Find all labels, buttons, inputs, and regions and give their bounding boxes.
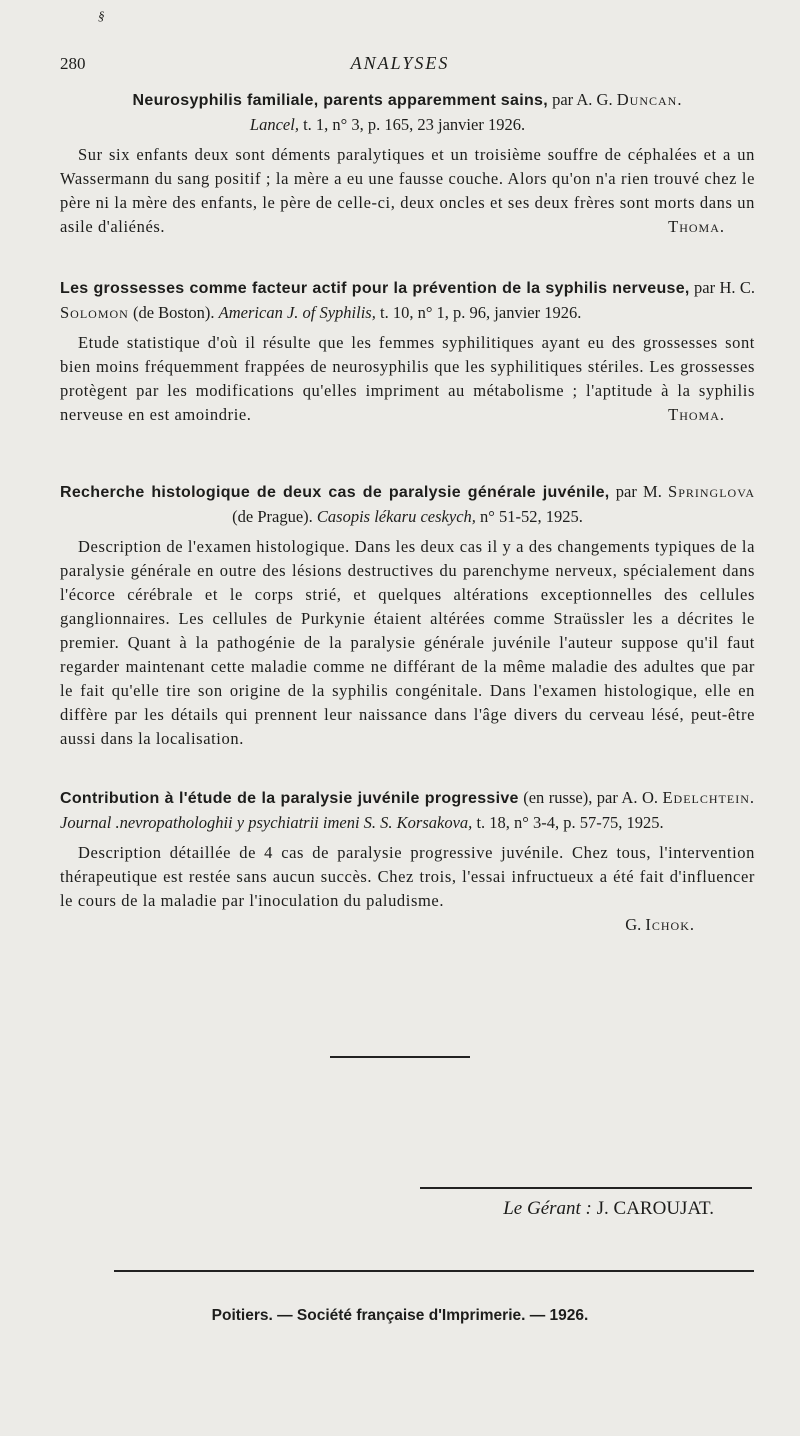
article-title: Contribution à l'étude de la paralysie juvénile progressive <box>60 790 519 807</box>
article-ref-mid: (de Prague). <box>232 507 317 526</box>
article-ref: par M. <box>609 482 669 501</box>
signature: Thoma. <box>668 405 725 424</box>
article-body <box>60 331 755 427</box>
signature: Thoma. <box>668 217 725 236</box>
article-title: Neurosyphilis familiale, parents apparemment sains, <box>132 92 548 109</box>
margin-mark: § <box>98 8 105 23</box>
article-author: Duncan. <box>616 90 683 109</box>
article-body-text: Sur six enfants deux sont déments paralytiques et un troisième souffre de céphalées et a un Wassermann du sang positif ; la mère a eu une fausse couche. Alors qu'on n'a rien trouvé chez le père ni la mère des enfants, le père de celle-ci, deux oncles et ses deux frères sont morts dans un asile d'aliénés. <box>60 145 755 236</box>
article-heading <box>60 88 755 137</box>
article-ref: par H. C. <box>689 278 755 297</box>
article-heading <box>60 480 755 529</box>
signature <box>60 913 755 937</box>
article-ref-mid: (de Boston). <box>128 303 219 322</box>
article-ref-tail: t. 1, n° 3, p. 165, 23 janvier 1926. <box>298 115 526 134</box>
signature-name: Ichok. <box>645 915 695 934</box>
article-ref: (en russe), par A. O. <box>518 788 663 807</box>
article-heading <box>60 786 755 835</box>
gerant-label: Le Gérant : <box>503 1198 592 1219</box>
signature-initial: G. <box>625 915 646 934</box>
section-divider <box>330 1056 470 1058</box>
article-author: Edelchtein. <box>662 788 755 807</box>
article-4 <box>60 786 755 937</box>
article-title: Recherche histologique de deux cas de paralysie générale juvénile, <box>60 484 610 501</box>
article-ref-tail: t. 18, n° 3-4, p. 57-75, 1925. <box>472 813 664 832</box>
gerant-rule <box>420 1187 752 1189</box>
article-author: Springlova <box>668 482 755 501</box>
article-body <box>60 143 755 239</box>
journal-name: Journal .nevropathologhii y psychiatrii imeni S. S. Korsakova, <box>60 813 473 832</box>
journal-name: Lancel, <box>249 115 299 134</box>
footer-rule <box>114 1270 754 1272</box>
article-body-text: Etude statistique d'où il résulte que les femmes syphilitiques ayant eu des grossesses sont bien moins fréquemment frappées de neurosyphilis que les syphilitiques stériles. Les grossesses protègent par les modifications qu'elles impriment au métabolisme ; l'aptitude à la syphilis nerveuse en est amoindrie. <box>60 333 755 424</box>
printer-imprint: Poitiers. — Société française d'Imprimerie. — 1926. <box>211 1307 589 1324</box>
article-body: Description détaillée de 4 cas de paralysie progressive juvénile. Chez tous, l'intervention thérapeutique est restée sans aucun succès. Chez trois, l'essai infructueux a été fait d'influencer le cours de la maladie par l'inoculation du paludisme. <box>60 843 755 910</box>
article-title: Les grossesses comme facteur actif pour la prévention de la syphilis nerveuse, <box>60 280 690 297</box>
page-number: 280 <box>60 54 86 73</box>
article-citation <box>60 113 755 137</box>
article-2 <box>60 276 755 427</box>
running-head: ANALYSES <box>350 53 450 73</box>
gerant-name: J. CAROUJAT. <box>596 1198 714 1219</box>
article-heading <box>60 276 755 325</box>
article-1 <box>60 88 755 239</box>
article-body: Description de l'examen histologique. Dans les deux cas il y a des changements typiques de la paralysie générale en outre des lésions destructives du parenchyme nerveux, spécialement dans l'écorce cérébrale et le corps strié, et quelques altérations exceptionnelles des cellules ganglionnaires. Les cellules de Purkynie étaient altérées comme Straüssler les a décrites le premier. Quant à la pathogénie de la paralysie générale juvénile l'auteur suppose qu'il faut regarder maintenant cette maladie comme ne différant de la même maladie des adultes que par le fait qu'elle tire son origine de la syphilis congénitale. Dans l'examen histologique, elle en diffère par les détails qui prennent leur naissance dans l'âge divers du cerveau lésé, peut-être aussi dans la localisation. <box>60 537 755 748</box>
article-ref: par A. G. <box>547 90 617 109</box>
article-author: Solomon <box>60 303 129 322</box>
journal-name: American J. of Syphilis, <box>218 303 376 322</box>
gerant-line <box>503 1198 714 1220</box>
article-3 <box>60 480 755 751</box>
article-ref-tail: n° 51-52, 1925. <box>475 507 583 526</box>
article-ref-tail: t. 10, n° 1, p. 96, janvier 1926. <box>375 303 582 322</box>
journal-name: Casopis lékaru ceskych, <box>316 507 476 526</box>
